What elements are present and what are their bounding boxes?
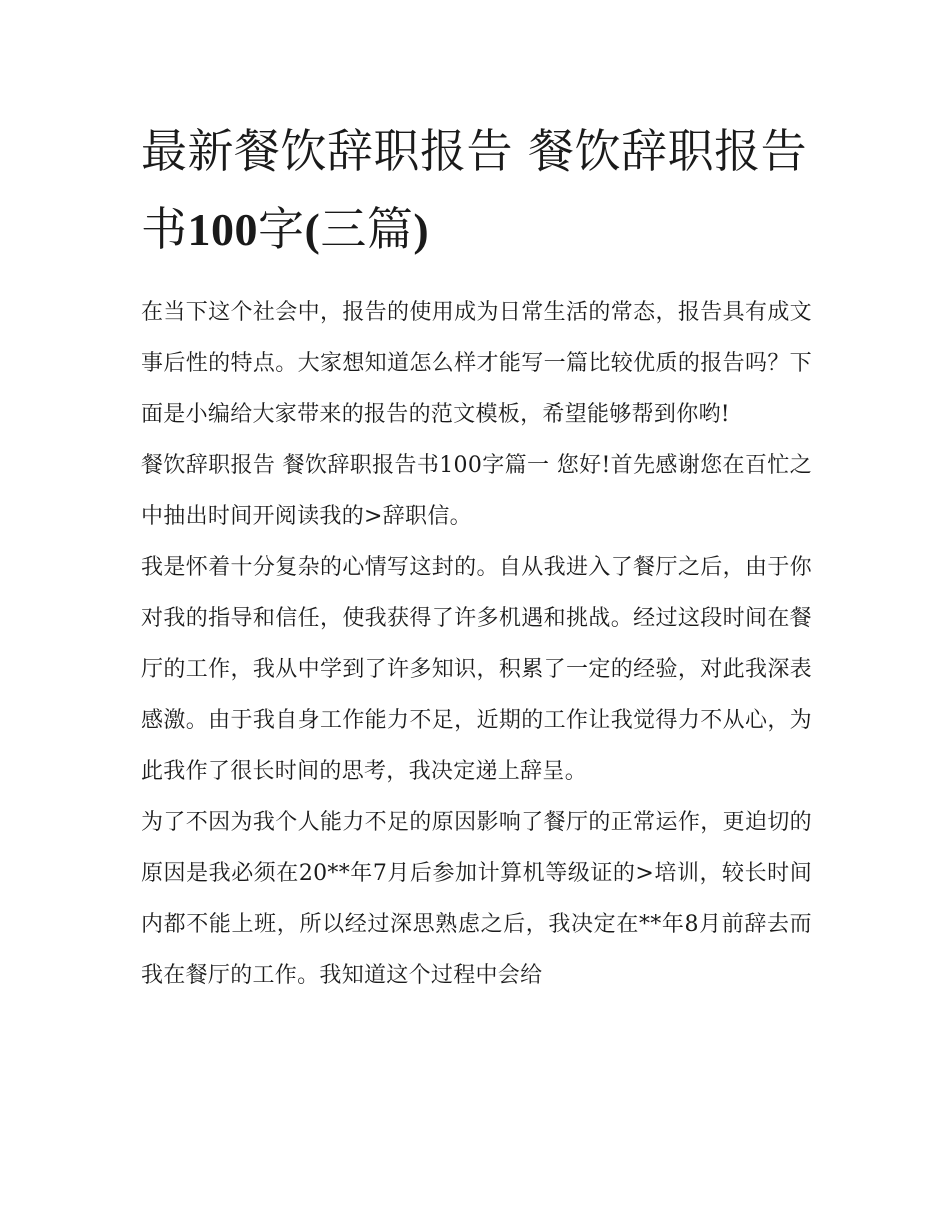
paragraph-letter-reason: 为了不因为我个人能力不足的原因影响了餐厅的正常运作，更迫切的原因是我必须在20**年7月后参加计算机等级证的>培训，较长时间内都不能上班，所以经过深思熟虑之后，我决定在**年8月前辞去而我在餐厅的工作。我知道这个过程中会给: [141, 810, 812, 988]
paragraph-letter-opening: 餐饮辞职报告 餐饮辞职报告书100字篇一 您好!首先感谢您在百忙之中抽出时间开阅读我的>辞职信。: [141, 453, 812, 529]
document-page: [141, 112, 812, 1001]
paragraph-intro: 在当下这个社会中，报告的使用成为日常生活的常态，报告具有成文事后性的特点。大家想知道怎么样才能写一篇比较优质的报告吗？下面是小编给大家带来的报告的范文模板，希望能够帮到你哟!: [141, 300, 812, 427]
document-title: 最新餐饮辞职报告 餐饮辞职报告书100字(三篇): [141, 124, 808, 256]
paragraph-letter-body: 我是怀着十分复杂的心情写这封的。自从我进入了餐厅之后，由于你对我的指导和信任，使我获得了许多机遇和挑战。经过这段时间在餐厅的工作，我从中学到了许多知识，积累了一定的经验，对此我深表感激。由于我自身工作能力不足，近期的工作让我觉得力不从心，为此我作了很长时间的思考，我决定递上辞呈。: [141, 555, 812, 784]
